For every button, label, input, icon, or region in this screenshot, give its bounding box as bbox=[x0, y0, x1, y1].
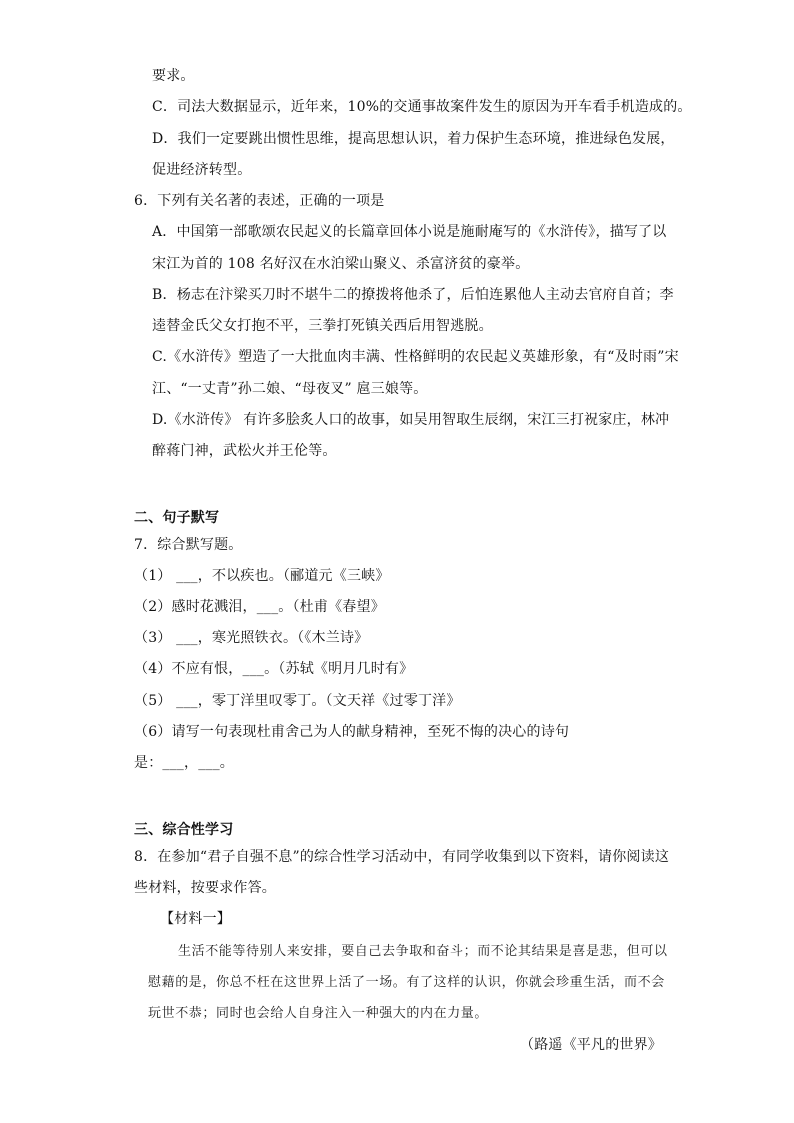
section-2-heading: 二、句子默写 bbox=[134, 510, 220, 526]
q5-option-b-end: 要求。 bbox=[152, 68, 195, 84]
q7-item-6: （6）请写一句表现杜甫舍己为人的献身精神，至死不悔的决心的诗句 bbox=[134, 724, 570, 740]
q7-item-5: （5） ___，零丁洋里叹零丁。（文天祥《过零丁洋》 bbox=[134, 693, 461, 709]
q7-item-3: （3） ___，寒光照铁衣。（《木兰诗》 bbox=[134, 630, 369, 646]
q8-stem-line2: 些材料，按要求作答。 bbox=[134, 880, 276, 896]
material-1-title: 【材料一】 bbox=[160, 911, 231, 927]
q5-option-d-line1: D．我们一定要跳出惯性思维，提高思想认识，着力保护生态环境，推进绿色发展， bbox=[152, 131, 675, 147]
q7-item-4: （4）不应有恨，___。（苏轼《明月几时有》 bbox=[134, 661, 414, 677]
q7-stem: 7．综合默写题。 bbox=[134, 537, 243, 553]
q6-option-c-line1: C.《水浒传》塑造了一大批血肉丰满、性格鲜明的农民起义英雄形象，有“及时雨”宋 bbox=[152, 349, 679, 365]
q8-stem-line1: 8．在参加“君子自强不息”的综合性学习活动中，有同学收集到以下资料，请你阅读这 bbox=[134, 849, 670, 865]
q7-item-2: （2）感时花溅泪，___。（杜甫《春望》 bbox=[134, 599, 385, 615]
q6-option-a-line1: A．中国第一部歌颂农民起义的长篇章回体小说是施耐庵写的《水浒传》，描写了以 bbox=[152, 224, 667, 240]
material-1-line2: 慰藉的是，你总不枉在这世界上活了一场。有了这样的认识，你就会珍重生活，而不会 bbox=[148, 975, 665, 990]
q6-option-d-line2: 醉蒋门神，武松火并王伦等。 bbox=[152, 443, 337, 459]
material-1-source: （路遥《平凡的世界》 bbox=[520, 1037, 662, 1053]
section-3-heading: 三、综合性学习 bbox=[134, 822, 234, 838]
q7-item-6-answer: 是：___，___。 bbox=[134, 755, 234, 771]
q6-option-b-line2: 逵替金氏父女打抱不平，三拳打死镇关西后用智逃脱。 bbox=[152, 318, 493, 334]
q6-option-b-line1: B．杨志在汴梁买刀时不堪牛二的撩拨将他杀了，后怕连累他人主动去官府自首；李 bbox=[152, 287, 674, 303]
q5-option-c: C．司法大数据显示，近年来，10%的交通事故案件发生的原因为开车看手机造成的。 bbox=[152, 99, 692, 115]
q5-option-d-line2: 促进经济转型。 bbox=[152, 162, 252, 178]
material-1-line1: 生活不能等待别人来安排，要自己去争取和奋斗；而不论其结果是喜是悲，但可以 bbox=[178, 944, 668, 959]
q6-option-a-line2: 宋江为首的 108 名好汉在水泊梁山聚义、杀富济贫的豪举。 bbox=[152, 256, 530, 272]
q6-stem: 6．下列有关名著的表述，正确的一项是 bbox=[134, 193, 385, 209]
material-1-line3: 玩世不恭；同时也会给人自身注入一种强大的内在力量。 bbox=[148, 1006, 489, 1021]
q6-option-d-line1: D.《水浒传》 有许多脍炙人口的故事，如吴用智取生辰纲，宋江三打祝家庄，林冲 bbox=[152, 412, 670, 428]
q7-item-1: （1） ___，不以疾也。（郦道元《三峡》 bbox=[134, 568, 390, 584]
q6-option-c-line2: 江、“一丈青”孙二娘、“母夜叉” 扈三娘等。 bbox=[152, 381, 428, 397]
